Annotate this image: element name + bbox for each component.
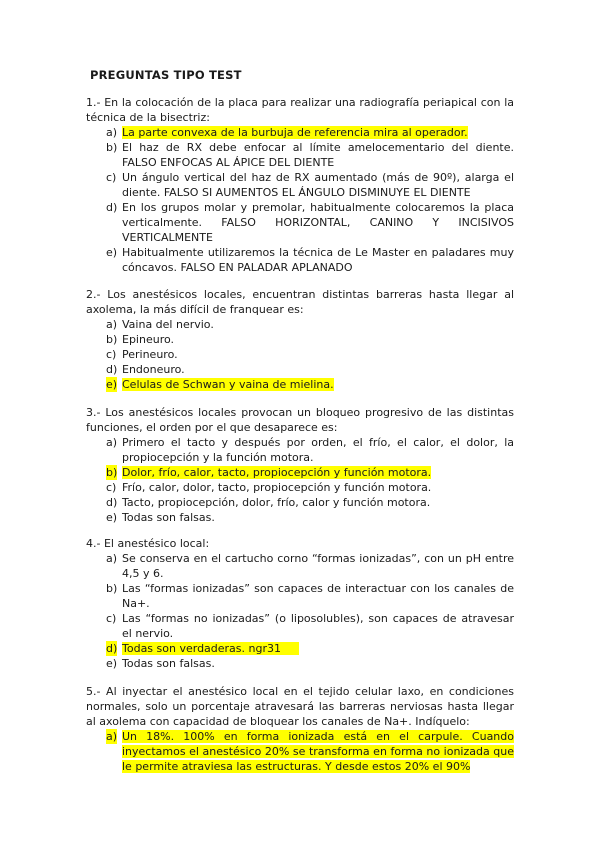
- answer-highlight: Celulas de Schwan y vaina de mielina.: [122, 378, 334, 391]
- option-c: c) Un ángulo vertical del haz de RX aumentado (más de 90º), alarga el diente. FALSO SI AUMENTOS EL ÁNGULO DISMINUYE EL DIENTE: [106, 171, 514, 199]
- answer-highlight: Dolor, frío, calor, tacto, propiocepción y función motora.: [122, 466, 432, 479]
- answer-highlight: La parte convexa de la burbuja de referencia mira al operador.: [122, 126, 468, 139]
- question-stem: 4.- El anestésico local:: [86, 537, 210, 550]
- option-d: d) Tacto, propiocepción, dolor, frío, calor y función motora.: [106, 496, 431, 509]
- document-title: PREGUNTAS TIPO TEST: [90, 68, 242, 82]
- question-3: [86, 405, 514, 525]
- option-b: b) Dolor, frío, calor, tacto, propiocepción y función motora.: [106, 466, 432, 479]
- option-d: d) Endoneuro.: [106, 363, 185, 376]
- option-d: d) En los grupos molar y premolar, habitualmente colocaremos la placa verticalmente. FALSO HORIZONTAL, CANINO Y INCISIVOS VERTICALMENTE: [106, 201, 514, 244]
- option-e: e) Todas son falsas.: [106, 657, 215, 670]
- question-stem: 3.- Los anestésicos locales provocan un bloqueo progresivo de las distintas funciones, el orden por el que desaparece es:: [86, 406, 514, 434]
- answer-highlight: Todas son verdaderas. ngr31: [122, 642, 299, 655]
- option-c: c) Frío, calor, dolor, tacto, propiocepción y función motora.: [106, 481, 432, 494]
- option-c: c) Perineuro.: [106, 348, 178, 361]
- question-2: [86, 287, 514, 392]
- option-a: a) Se conserva en el cartucho corno “formas ionizadas”, con un pH entre 4,5 y 6.: [106, 552, 514, 580]
- option-b: b) Las “formas ionizadas” son capaces de interactuar con los canales de Na+.: [106, 582, 514, 610]
- answer-highlight: Un 18%. 100% en forma ionizada está en el carpule. Cuando inyectamos el anestésico 20% se transforma en forma no ionizada que le permite atraviesa las estructuras. Y desde estos 20% el 90%: [122, 730, 514, 773]
- question-stem: 1.- En la colocación de la placa para realizar una radiografía periapical con la técnica de la bisectriz:: [86, 96, 514, 124]
- option-a: a) Un 18%. 100% en forma ionizada está en el carpule. Cuando inyectamos el anestésico 20% se transforma en forma no ionizada que le permite atraviesa las estructuras. Y desde estos 20% el 90%: [106, 730, 514, 773]
- option-b: b) Epineuro.: [106, 333, 175, 346]
- option-b: b) El haz de RX debe enfocar al límite amelocementario del diente. FALSO ENFOCAS AL ÁPICE DEL DIENTE: [106, 141, 514, 169]
- option-e: e) Habitualmente utilizaremos la técnica de Le Master en paladares muy cóncavos. FALSO EN PALADAR APLANADO: [106, 246, 514, 274]
- option-c: c) Las “formas no ionizadas” (o liposolubles), son capaces de atravesar el nervio.: [106, 612, 514, 640]
- option-e: e) Celulas de Schwan y vaina de mielina.: [106, 378, 334, 391]
- question-stem: 2.- Los anestésicos locales, encuentran distintas barreras hasta llegar al axolema, la más difícil de franquear es:: [86, 288, 514, 316]
- option-a: a) Primero el tacto y después por orden, el frío, el calor, el dolor, la propiocepción y la función motora.: [106, 436, 514, 464]
- option-a: a) La parte convexa de la burbuja de referencia mira al operador.: [106, 126, 468, 139]
- question-5: [86, 684, 514, 774]
- option-a: a) Vaina del nervio.: [106, 318, 214, 331]
- option-e: e) Todas son falsas.: [106, 511, 215, 524]
- question-4: [86, 536, 514, 671]
- option-d: d) Todas son verdaderas. ngr31: [86, 641, 514, 656]
- question-stem: 5.- Al inyectar el anestésico local en el tejido celular laxo, en condiciones normales, solo un porcentaje atravesará las barreras nerviosas hasta llegar al axolema con capacidad de bloquear los canales de Na+. Indíquelo:: [86, 685, 514, 728]
- question-1: [86, 95, 514, 275]
